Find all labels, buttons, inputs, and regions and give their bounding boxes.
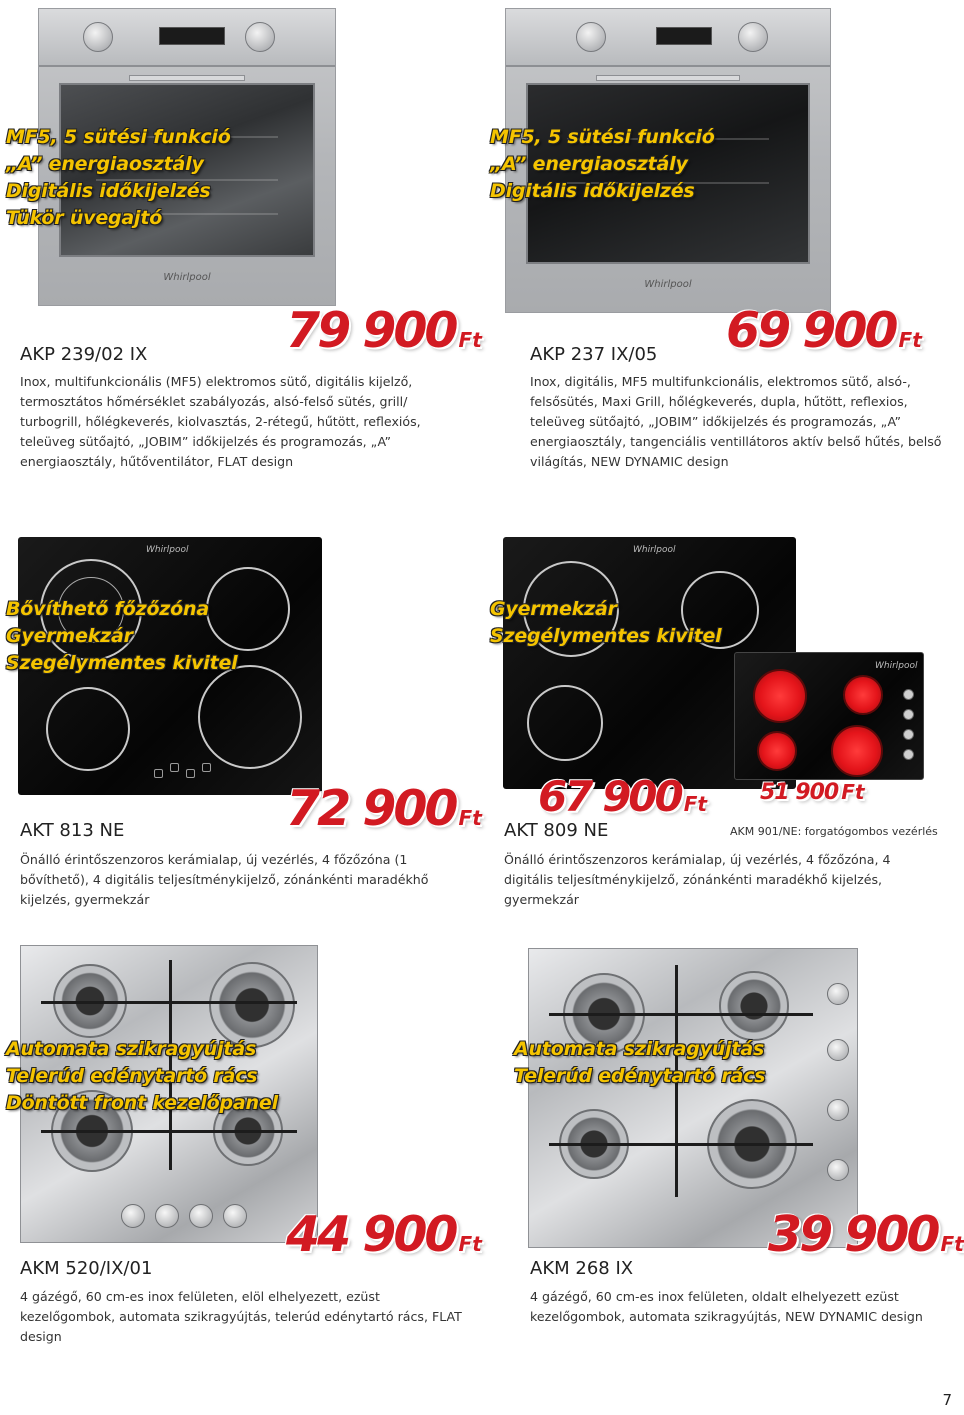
hot-zone-icon — [831, 725, 883, 777]
feature-line: Szegélymentes kivitel — [6, 652, 238, 674]
model-akp-239: AKP 239/02 IX — [20, 344, 148, 365]
cooking-zone-icon — [46, 687, 130, 771]
control-knob-icon — [827, 1099, 849, 1121]
feature-line: Digitális időkijelzés — [6, 180, 211, 202]
knob-icon — [738, 22, 768, 52]
note-akm-901: AKM 901/NE: forgatógombos vezérlés — [730, 825, 938, 838]
features-akp-239 — [6, 124, 231, 232]
brand-logo: Whirlpool — [163, 272, 211, 283]
features-akt-809 — [490, 596, 721, 650]
handle-icon — [596, 75, 740, 81]
price-value: 39 900 — [768, 1206, 938, 1263]
brand-logo: Whirlpool — [875, 661, 918, 671]
description-akm-520: 4 gázégő, 60 cm-es inox felületen, elöl elhelyezett, ezüst kezelőgombok, automata szikragyújtás, telerúd edénytartó rács, FLAT design — [20, 1289, 462, 1344]
knob-icon — [903, 709, 914, 720]
price-currency: Ft — [898, 328, 922, 352]
control-knob-icon — [827, 1039, 849, 1061]
price-akp-237 — [726, 302, 922, 359]
feature-line: Döntött front kezelőpanel — [6, 1092, 278, 1114]
hot-zone-icon — [757, 731, 797, 771]
hot-zone-icon — [753, 669, 807, 723]
feature-line: Bővíthető főzőzóna — [6, 598, 209, 620]
price-currency: Ft — [458, 328, 482, 352]
display-icon — [656, 27, 712, 45]
feature-line: Szegélymentes kivitel — [490, 625, 722, 647]
touch-control-icon — [170, 763, 179, 772]
description-akt-809: Önálló érintőszenzoros kerámialap, új vezérlés, 4 főzőzóna, 4 digitális teljesítménykijelző, zónánkénti maradékhő kijelzés, gyermekzár — [504, 852, 891, 907]
hot-zone-icon — [843, 675, 883, 715]
price-value: 51 900 — [760, 780, 839, 805]
description-akm-268: 4 gázégő, 60 cm-es inox felületen, oldalt elhelyezett ezüst kezelőgombok, automata szikragyújtás, NEW DYNAMIC design — [530, 1289, 923, 1324]
gas-hob-image-akm-268 — [528, 948, 858, 1248]
burner-icon — [719, 971, 789, 1041]
description-akp-239: Inox, multifunkcionális (MF5) elektromos sütő, digitális kijelző, termosztátos hőmérséklet szabályozás, alsó-felső sütés, grill/ turbogrill, hőlégkeverés, kiolvasztás, 2-rétegű, hűtött, reflexiós, teleüveg sütőajtó, „JOBIM” időkijelzés és programozás, „A” energiaosztály, hűtőventilátor, FLAT design — [20, 374, 421, 469]
cooking-zone-icon — [527, 685, 603, 761]
price-currency: Ft — [683, 792, 707, 816]
feature-line: Digitális időkijelzés — [490, 180, 695, 202]
feature-line: „A” energiaosztály — [6, 153, 204, 175]
control-panel — [39, 9, 335, 67]
knob-icon — [903, 689, 914, 700]
model-akp-237: AKP 237 IX/05 — [530, 344, 658, 365]
cooking-zone-icon — [198, 665, 302, 769]
price-value: 69 900 — [726, 302, 896, 359]
price-value: 72 900 — [286, 780, 456, 837]
price-akm-268 — [768, 1206, 964, 1263]
model-akm-520: AKM 520/IX/01 — [20, 1258, 153, 1279]
price-currency: Ft — [458, 1232, 482, 1256]
features-akm-268 — [514, 1036, 765, 1090]
knob-icon — [83, 22, 113, 52]
model-akm-268: AKM 268 IX — [530, 1258, 634, 1279]
description-akt-813: Önálló érintőszenzoros kerámialap, új vezérlés, 4 főzőzóna (1 bővíthető), 4 digitális teljesítménykijelző, zónánkénti maradékhő kijelzés, gyermekzár — [20, 852, 429, 907]
feature-line: Telerúd edénytartó rács — [514, 1065, 766, 1087]
feature-line: MF5, 5 sütési funkció — [6, 126, 231, 148]
control-knob-icon — [827, 1159, 849, 1181]
price-currency: Ft — [841, 780, 865, 804]
features-akm-520 — [6, 1036, 278, 1117]
features-akt-813 — [6, 596, 237, 677]
price-value: 67 900 — [538, 772, 681, 821]
feature-line: Tükör üvegajtó — [6, 207, 163, 229]
price-value: 44 900 — [286, 1206, 456, 1263]
feature-line: Telerúd edénytartó rács — [6, 1065, 258, 1087]
features-akp-237 — [490, 124, 715, 205]
brand-logo: Whirlpool — [633, 545, 676, 555]
feature-line: Gyermekzár — [490, 598, 617, 620]
touch-control-icon — [202, 763, 211, 772]
price-akm-520 — [286, 1206, 482, 1263]
price-akp-239 — [286, 302, 482, 359]
knob-icon — [903, 749, 914, 760]
knob-icon — [576, 22, 606, 52]
price-currency: Ft — [940, 1232, 964, 1256]
control-panel — [506, 9, 830, 67]
brand-logo: Whirlpool — [146, 545, 189, 555]
page-number: 7 — [942, 1391, 952, 1409]
price-akt-813 — [286, 780, 482, 837]
ceramic-hob-image-akm-901 — [734, 652, 924, 780]
brand-logo: Whirlpool — [644, 279, 692, 290]
price-akt-809 — [538, 772, 707, 821]
control-knob-icon — [121, 1204, 145, 1228]
handle-icon — [129, 75, 245, 81]
control-knob-icon — [223, 1204, 247, 1228]
feature-line: Automata szikragyújtás — [514, 1038, 765, 1060]
price-akm-901 — [760, 782, 864, 804]
description-akp-237: Inox, digitális, MF5 multifunkcionális, elektromos sütő, alsó-, felsősütés, Maxi Grill, hőlégkeverés, dupla, hűtött, reflexios, teleüveg sütőajtó, „JOBIM” időkijelzés és programozás, „A” energiaosztály, tangenciális ventillátoros aktív belső hűtés, belső világítás, NEW DYNAMIC design — [530, 374, 942, 469]
feature-line: Automata szikragyújtás — [6, 1038, 257, 1060]
model-akt-813: AKT 813 NE — [20, 820, 125, 841]
touch-control-icon — [154, 769, 163, 778]
price-currency: Ft — [458, 806, 482, 830]
display-icon — [159, 27, 225, 45]
feature-line: „A” energiaosztály — [490, 153, 688, 175]
feature-line: MF5, 5 sütési funkció — [490, 126, 715, 148]
knob-icon — [903, 729, 914, 740]
feature-line: Gyermekzár — [6, 625, 133, 647]
model-akt-809: AKT 809 NE — [504, 820, 609, 841]
price-value: 79 900 — [286, 302, 456, 359]
control-knob-icon — [827, 983, 849, 1005]
knob-icon — [245, 22, 275, 52]
control-knob-icon — [189, 1204, 213, 1228]
touch-control-icon — [186, 769, 195, 778]
control-knob-icon — [155, 1204, 179, 1228]
